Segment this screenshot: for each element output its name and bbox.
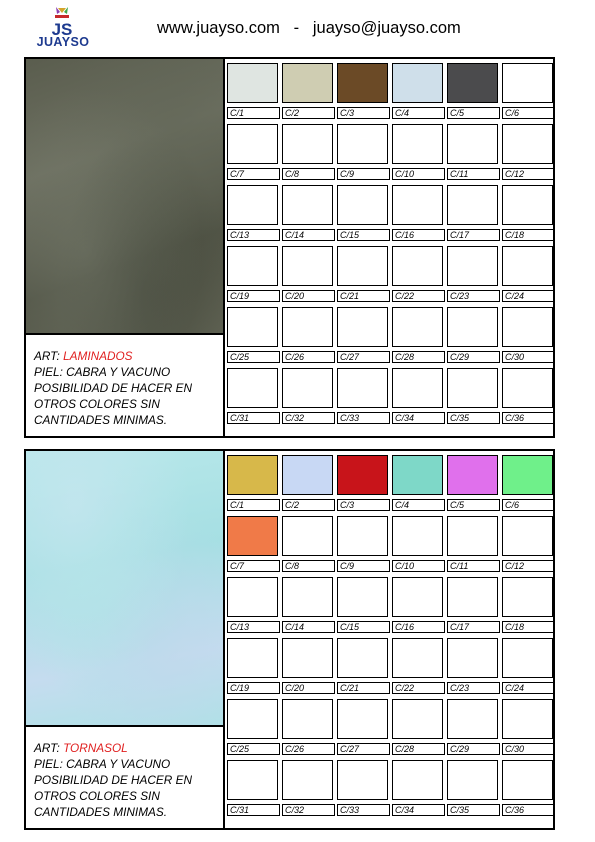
swatch-cell[interactable] [282,246,333,306]
color-code-label: C/20 [282,290,335,302]
swatch-cell[interactable] [282,455,333,515]
color-swatch[interactable] [447,307,498,347]
swatch-cell[interactable] [337,246,388,306]
color-swatch[interactable] [282,699,333,739]
swatch-cell[interactable] [282,185,333,245]
art-line [34,348,220,364]
color-swatch[interactable] [447,63,498,103]
color-code-label: C/33 [337,412,390,424]
color-code-label: C/29 [447,743,500,755]
leather-sample-photo [26,59,223,333]
swatch-cell[interactable] [392,185,443,245]
color-code-label: C/29 [447,351,500,363]
swatch-cell[interactable] [282,760,333,820]
swatch-cell[interactable] [447,124,498,184]
color-swatch[interactable] [447,246,498,286]
logo-emblem-icon [27,4,97,38]
swatch-cell[interactable] [502,124,553,184]
color-code-label: C/7 [227,560,280,572]
color-swatch[interactable] [337,516,388,556]
swatch-cell[interactable] [282,307,333,367]
color-code-label: C/14 [282,229,335,241]
logo-mark: JS [51,20,73,38]
color-swatch[interactable] [337,368,388,408]
color-swatch[interactable] [337,246,388,286]
color-swatch[interactable] [392,638,443,678]
color-code-label: C/9 [337,560,390,572]
color-code-label: C/9 [337,168,390,180]
swatch-cell[interactable] [227,577,278,637]
contact-line[interactable]: www.juayso.com - juayso@juayso.com [157,19,461,37]
swatch-cell[interactable] [447,638,498,698]
color-swatch[interactable] [227,699,278,739]
color-code-label: C/22 [392,682,445,694]
swatch-cell[interactable] [447,577,498,637]
juayso-logo [27,4,97,50]
color-swatch[interactable] [392,368,443,408]
color-code-label: C/28 [392,743,445,755]
color-swatch[interactable] [502,307,553,347]
color-code-label: C/27 [337,351,390,363]
color-code-label: C/2 [282,499,335,511]
swatch-cell[interactable] [227,307,278,367]
swatch-cell[interactable] [337,455,388,515]
color-swatch[interactable] [392,699,443,739]
color-code-label: C/26 [282,743,335,755]
swatch-cell[interactable] [502,185,553,245]
swatch-cell[interactable] [282,577,333,637]
swatch-cell[interactable] [337,516,388,576]
product-description [34,740,220,820]
swatch-cell[interactable] [392,577,443,637]
color-swatch[interactable] [227,516,278,556]
color-swatch[interactable] [502,760,553,800]
swatch-cell[interactable] [227,455,278,515]
color-swatch[interactable] [227,124,278,164]
swatch-cell[interactable] [282,516,333,576]
swatch-cell[interactable] [282,638,333,698]
swatch-cell[interactable] [447,63,498,123]
color-code-label: C/8 [282,560,335,572]
swatch-cell[interactable] [502,516,553,576]
color-swatch[interactable] [227,455,278,495]
swatch-cell[interactable] [227,760,278,820]
color-swatch[interactable] [392,124,443,164]
color-code-label: C/15 [337,229,390,241]
color-swatch[interactable] [282,455,333,495]
swatch-cell[interactable] [447,699,498,759]
color-swatch[interactable] [447,760,498,800]
color-code-label: C/12 [502,560,555,572]
color-code-label: C/15 [337,621,390,633]
color-swatch[interactable] [502,124,553,164]
color-code-label: C/17 [447,621,500,633]
color-swatch[interactable] [227,246,278,286]
swatch-cell[interactable] [282,63,333,123]
swatch-cell[interactable] [447,185,498,245]
color-swatch[interactable] [447,638,498,678]
swatch-cell[interactable] [447,516,498,576]
color-code-label: C/6 [502,499,555,511]
color-code-label: C/13 [227,621,280,633]
color-swatch[interactable] [227,368,278,408]
swatch-cell[interactable] [392,368,443,428]
swatch-cell[interactable] [502,246,553,306]
divider [223,451,225,828]
color-code-label: C/34 [392,412,445,424]
description-line: PIEL: CABRA Y VACUNO [34,365,171,379]
swatch-cell[interactable] [337,699,388,759]
color-swatch[interactable] [337,760,388,800]
color-swatch[interactable] [447,455,498,495]
color-code-label: C/35 [447,412,500,424]
color-swatch[interactable] [392,577,443,617]
color-swatch[interactable] [447,699,498,739]
color-swatch[interactable] [227,577,278,617]
color-code-label: C/3 [337,107,390,119]
color-code-label: C/33 [337,804,390,816]
color-swatch[interactable] [447,516,498,556]
color-swatch[interactable] [282,124,333,164]
color-swatch[interactable] [502,699,553,739]
divider [223,59,225,436]
divider [26,333,223,335]
color-swatch[interactable] [337,185,388,225]
swatch-cell[interactable] [227,516,278,576]
color-swatch[interactable] [282,577,333,617]
color-swatch[interactable] [282,185,333,225]
color-swatch[interactable] [392,516,443,556]
color-swatch[interactable] [282,307,333,347]
product-section-laminados [24,57,555,438]
color-code-label: C/3 [337,499,390,511]
color-swatch[interactable] [337,63,388,103]
color-swatch[interactable] [227,185,278,225]
swatch-cell[interactable] [392,760,443,820]
swatch-cell[interactable] [227,63,278,123]
color-swatch[interactable] [282,63,333,103]
color-code-label: C/12 [502,168,555,180]
swatch-cell[interactable] [502,638,553,698]
swatch-cell[interactable] [392,638,443,698]
color-code-label: C/21 [337,682,390,694]
color-swatch[interactable] [502,516,553,556]
swatch-cell[interactable] [447,307,498,367]
description-line: CANTIDADES MINIMAS. [34,413,168,427]
swatch-cell[interactable] [227,638,278,698]
color-code-label: C/11 [447,168,500,180]
swatch-cell[interactable] [337,577,388,637]
swatch-cell[interactable] [337,638,388,698]
color-code-label: C/1 [227,107,280,119]
color-code-label: C/24 [502,290,555,302]
color-swatch[interactable] [337,307,388,347]
color-code-label: C/35 [447,804,500,816]
color-swatch[interactable] [337,455,388,495]
color-swatch[interactable] [392,63,443,103]
swatch-cell[interactable] [227,124,278,184]
art-name: LAMINADOS [63,349,133,363]
color-swatch[interactable] [392,455,443,495]
color-code-label: C/8 [282,168,335,180]
color-code-label: C/16 [392,229,445,241]
swatch-cell[interactable] [447,368,498,428]
color-swatch[interactable] [227,760,278,800]
color-code-label: C/23 [447,682,500,694]
description-line: POSIBILIDAD DE HACER EN [34,381,192,395]
color-code-label: C/16 [392,621,445,633]
color-swatch[interactable] [502,185,553,225]
color-code-label: C/25 [227,351,280,363]
color-code-label: C/27 [337,743,390,755]
swatch-cell[interactable] [282,699,333,759]
color-code-label: C/36 [502,412,555,424]
color-swatch[interactable] [282,760,333,800]
color-swatch[interactable] [502,455,553,495]
color-code-label: C/32 [282,412,335,424]
color-code-label: C/10 [392,168,445,180]
color-code-label: C/14 [282,621,335,633]
swatch-cell[interactable] [447,455,498,515]
color-swatch[interactable] [392,760,443,800]
swatch-cell[interactable] [447,246,498,306]
color-swatch[interactable] [227,63,278,103]
color-swatch[interactable] [392,185,443,225]
color-swatch[interactable] [282,246,333,286]
description-line: CANTIDADES MINIMAS. [34,805,168,819]
swatch-cell[interactable] [337,63,388,123]
color-code-label: C/7 [227,168,280,180]
color-code-label: C/31 [227,804,280,816]
color-code-label: C/30 [502,351,555,363]
color-code-label: C/5 [447,107,500,119]
swatch-cell[interactable] [502,577,553,637]
color-code-label: C/31 [227,412,280,424]
swatch-cell[interactable] [337,307,388,367]
swatch-cell[interactable] [392,699,443,759]
color-code-label: C/19 [227,682,280,694]
leather-sample-photo [26,451,223,725]
swatch-cell[interactable] [392,307,443,367]
art-name: TORNASOL [63,741,128,755]
color-swatch[interactable] [337,699,388,739]
color-swatch[interactable] [337,638,388,678]
color-swatch[interactable] [392,307,443,347]
color-swatch[interactable] [447,185,498,225]
swatch-cell[interactable] [502,455,553,515]
color-swatch[interactable] [282,516,333,556]
color-swatch[interactable] [337,577,388,617]
description-line: POSIBILIDAD DE HACER EN [34,773,192,787]
color-swatch[interactable] [282,638,333,678]
color-swatch[interactable] [337,124,388,164]
color-swatch[interactable] [502,638,553,678]
color-code-label: C/20 [282,682,335,694]
color-swatch[interactable] [502,246,553,286]
swatch-cell[interactable] [392,455,443,515]
swatch-cell[interactable] [502,307,553,367]
color-swatch[interactable] [447,124,498,164]
swatch-cell[interactable] [502,699,553,759]
product-section-tornasol [24,449,555,830]
art-line [34,740,220,756]
color-code-label: C/30 [502,743,555,755]
swatch-cell[interactable] [227,368,278,428]
color-swatch[interactable] [502,577,553,617]
art-label: ART: [34,349,64,363]
color-code-label: C/11 [447,560,500,572]
color-code-label: C/19 [227,290,280,302]
description-line: OTROS COLORES SIN [34,397,160,411]
color-swatch[interactable] [447,577,498,617]
color-swatch[interactable] [392,246,443,286]
color-code-label: C/32 [282,804,335,816]
color-swatch[interactable] [502,63,553,103]
swatch-cell[interactable] [392,516,443,576]
color-code-label: C/2 [282,107,335,119]
swatch-cell[interactable] [337,368,388,428]
color-code-label: C/22 [392,290,445,302]
swatch-cell[interactable] [392,63,443,123]
divider [26,725,223,727]
color-code-label: C/4 [392,107,445,119]
description-line: PIEL: CABRA Y VACUNO [34,757,171,771]
color-code-label: C/24 [502,682,555,694]
swatch-cell[interactable] [282,368,333,428]
logo-text: JUAYSO [36,35,90,49]
swatch-cell[interactable] [227,185,278,245]
swatch-cell[interactable] [392,246,443,306]
color-code-label: C/26 [282,351,335,363]
color-code-label: C/36 [502,804,555,816]
swatch-cell[interactable] [337,124,388,184]
swatch-cell[interactable] [282,124,333,184]
swatch-cell[interactable] [502,760,553,820]
color-code-label: C/25 [227,743,280,755]
color-code-label: C/23 [447,290,500,302]
color-code-label: C/18 [502,621,555,633]
swatch-cell[interactable] [227,699,278,759]
swatch-cell[interactable] [502,368,553,428]
swatch-cell[interactable] [227,246,278,306]
color-code-label: C/1 [227,499,280,511]
color-code-label: C/34 [392,804,445,816]
color-code-label: C/18 [502,229,555,241]
color-code-label: C/10 [392,560,445,572]
color-swatch[interactable] [227,307,278,347]
color-code-label: C/21 [337,290,390,302]
swatch-cell[interactable] [447,760,498,820]
color-code-label: C/4 [392,499,445,511]
color-swatch[interactable] [502,368,553,408]
swatch-cell[interactable] [337,185,388,245]
color-code-label: C/5 [447,499,500,511]
color-code-label: C/28 [392,351,445,363]
swatch-cell[interactable] [337,760,388,820]
swatch-cell[interactable] [502,63,553,123]
color-swatch[interactable] [227,638,278,678]
color-code-label: C/6 [502,107,555,119]
color-swatch[interactable] [447,368,498,408]
color-code-label: C/13 [227,229,280,241]
swatch-cell[interactable] [392,124,443,184]
art-label: ART: [34,741,64,755]
color-swatch[interactable] [282,368,333,408]
product-description [34,348,220,428]
color-code-label: C/17 [447,229,500,241]
description-line: OTROS COLORES SIN [34,789,160,803]
